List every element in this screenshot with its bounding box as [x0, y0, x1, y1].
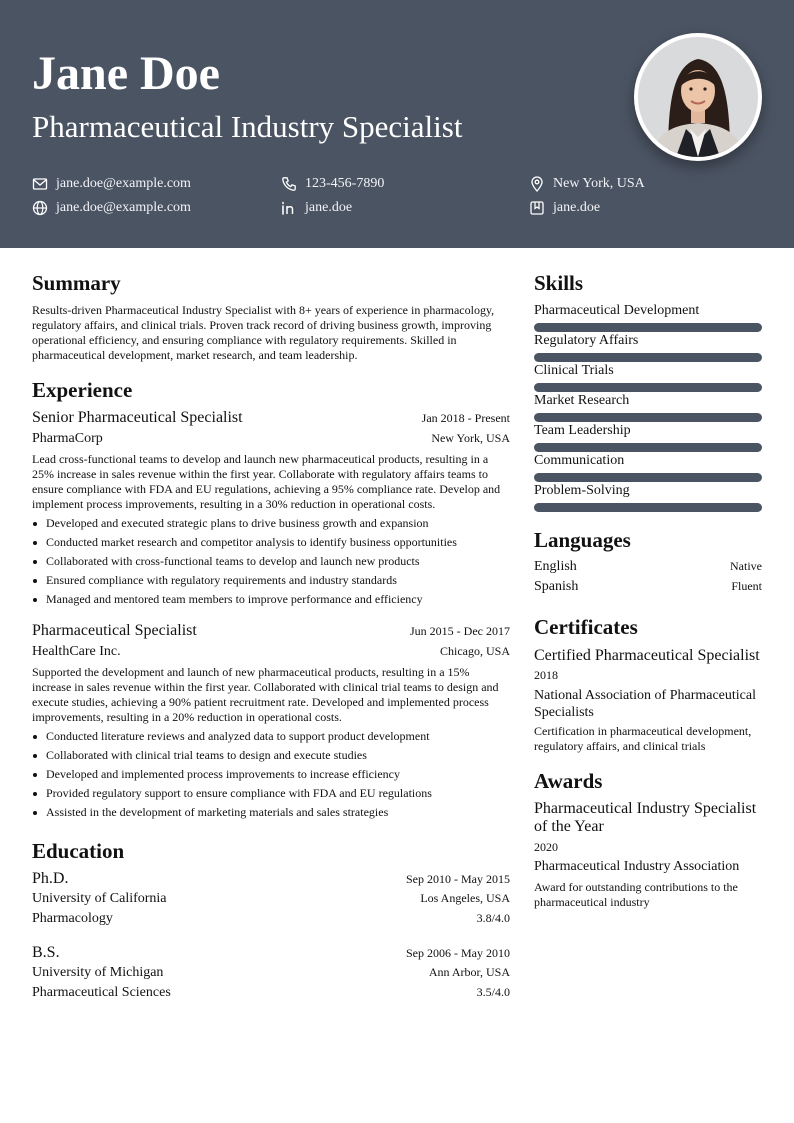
education-1-dates: Sep 2010 - May 2015	[406, 872, 510, 886]
education-2-school: University of Michigan	[32, 965, 164, 980]
education-1-school-row	[32, 891, 510, 907]
education-2-field-row	[32, 985, 510, 1001]
education-2-header	[32, 944, 510, 962]
summary-text: Results-driven Pharmaceutical Industry Specialist with 8+ years of experience in pharmacology, regulatory affairs, and clinical trials. Proven track record of driving business growth, improving operational efficiency, and ensuring compliance with regulatory requirements. Skilled in pharmaceutical development, market research, and team leadership.	[32, 303, 495, 362]
language-name: Spanish	[534, 579, 579, 594]
skill-level-bar	[534, 323, 762, 332]
candidate-name: Jane Doe	[32, 47, 220, 100]
certificates-heading: Certificates	[534, 615, 638, 639]
award-issuer: Pharmaceutical Industry Association	[534, 859, 740, 874]
skill-name: Pharmaceutical Development	[534, 303, 700, 318]
education-2-degree: B.S.	[32, 944, 60, 961]
job-2-header	[32, 622, 510, 640]
skill-name: Market Research	[534, 393, 630, 408]
contact-email-text: jane.doe@example.com	[56, 176, 191, 191]
job-1-dates: Jan 2018 - Present	[421, 411, 510, 425]
skill-level-bar	[534, 503, 762, 512]
list-item: Collaborated with cross-functional teams to develop and launch new products	[32, 554, 510, 573]
job-2-description: Supported the development and launch of new pharmaceutical products, resulting in a 15% increase in sales revenue within the first year. Collaborated with clinical trial teams to design and execute studies, achieving a 90% patient recruitment rate. Developed and implemented process improvements, resulting in a 20% reduction in operational costs.	[32, 665, 499, 724]
award-year: 2020	[534, 840, 558, 854]
list-item: Managed and mentored team members to improve performance and efficiency	[32, 592, 510, 611]
list-item: Conducted literature reviews and analyzed data to support product development	[32, 729, 510, 748]
education-2-dates: Sep 2006 - May 2010	[406, 946, 510, 960]
skill-name: Team Leadership	[534, 423, 631, 438]
contact-website-text: jane.doe@example.com	[56, 200, 191, 215]
job-1-subheader	[32, 431, 510, 447]
contact-linkedin-text: jane.doe	[305, 200, 353, 215]
list-item: Developed and implemented process improvements to increase efficiency	[32, 767, 510, 786]
summary-heading: Summary	[32, 271, 121, 295]
certificate-issuer: National Association of Pharmaceutical Specialists	[534, 688, 756, 720]
languages-heading: Languages	[534, 528, 631, 552]
contact-website[interactable]	[32, 198, 191, 218]
skill-level-bar	[534, 413, 762, 422]
experience-heading: Experience	[32, 378, 133, 402]
award-name: Pharmaceutical Industry Specialist of the Year	[534, 800, 757, 835]
job-2-highlights	[32, 729, 510, 824]
skill-level-bar	[534, 443, 762, 452]
skill-level-bar	[534, 473, 762, 482]
education-1-gpa: 3.8/4.0	[476, 911, 510, 925]
list-item: Ensured compliance with regulatory requirements and industry standards	[32, 573, 510, 592]
skill-name: Communication	[534, 453, 625, 468]
bookmark-icon	[529, 200, 545, 216]
job-1-description: Lead cross-functional teams to develop and launch new pharmaceutical products, resulting in a 25% increase in sales revenue within the first year. Collaborate with regulatory affairs teams to ensure compliance with FDA and EU regulations, achieving a 95% compliance rate. Develop and implement process improvements, resulting in a 30% reduction in operational costs.	[32, 452, 501, 511]
job-1-company: PharmaCorp	[32, 431, 103, 446]
contact-linkedin[interactable]	[281, 198, 352, 218]
list-item: Conducted market research and competitor analysis to identify business opportunities	[32, 535, 510, 554]
award-description: Award for outstanding contributions to the pharmaceutical industry	[534, 880, 738, 909]
list-item: Provided regulatory support to ensure compliance with FDA and EU regulations	[32, 786, 510, 805]
education-2-gpa: 3.5/4.0	[476, 985, 510, 999]
education-2-field: Pharmaceutical Sciences	[32, 985, 171, 1000]
profile-photo	[634, 33, 762, 161]
skills-heading: Skills	[534, 271, 584, 295]
education-1-location: Los Angeles, USA	[420, 891, 510, 905]
job-1-header	[32, 409, 510, 427]
education-1-header	[32, 870, 510, 888]
education-1-field-row	[32, 911, 510, 927]
certificate-name: Certified Pharmaceutical Specialist	[534, 647, 760, 664]
language-row	[534, 559, 762, 575]
certificate-description: Certification in pharmaceutical development, regulatory affairs, and clinical trials	[534, 724, 752, 753]
mail-icon	[32, 176, 48, 192]
job-2-position: Pharmaceutical Specialist	[32, 622, 197, 639]
language-name: English	[534, 559, 577, 574]
skill-level-bar	[534, 353, 762, 362]
contact-email[interactable]	[32, 174, 191, 194]
resume-header	[0, 0, 794, 248]
contact-phone[interactable]	[281, 174, 384, 194]
awards-heading: Awards	[534, 769, 603, 793]
phone-icon	[281, 176, 297, 192]
education-2-school-row	[32, 965, 510, 981]
contact-profile[interactable]	[529, 198, 600, 218]
globe-icon	[32, 200, 48, 216]
contact-profile-text: jane.doe	[553, 200, 601, 215]
language-row	[534, 579, 762, 595]
job-2-dates: Jun 2015 - Dec 2017	[410, 624, 510, 638]
job-2-location: Chicago, USA	[440, 644, 510, 658]
job-2-subheader	[32, 644, 510, 660]
location-pin-icon	[529, 176, 545, 192]
list-item: Developed and executed strategic plans to drive business growth and expansion	[32, 516, 510, 535]
job-1-location: New York, USA	[431, 431, 510, 445]
skill-name: Problem-Solving	[534, 483, 630, 498]
education-1-school: University of California	[32, 891, 167, 906]
skill-name: Clinical Trials	[534, 363, 614, 378]
education-heading: Education	[32, 839, 125, 863]
skill-name: Regulatory Affairs	[534, 333, 639, 348]
profile-photo-image	[638, 37, 758, 157]
education-2-location: Ann Arbor, USA	[428, 965, 510, 979]
contact-phone-text: 123-456-7890	[305, 176, 385, 191]
certificate-year: 2018	[534, 668, 558, 682]
language-level: Native	[730, 559, 762, 573]
education-1-field: Pharmacology	[32, 911, 113, 926]
job-1-highlights	[32, 516, 510, 611]
contact-location-text: New York, USA	[553, 176, 645, 191]
list-item: Assisted in the development of marketing materials and sales strategies	[32, 805, 510, 824]
job-2-company: HealthCare Inc.	[32, 644, 121, 659]
skill-level-bar	[534, 383, 762, 392]
education-1-degree: Ph.D.	[32, 870, 69, 887]
candidate-headline: Pharmaceutical Industry Specialist	[32, 109, 463, 144]
linkedin-icon	[281, 200, 297, 216]
list-item: Collaborated with clinical trial teams to design and execute studies	[32, 748, 510, 767]
language-level: Fluent	[731, 579, 762, 593]
job-1-position: Senior Pharmaceutical Specialist	[32, 409, 243, 426]
contact-location	[529, 174, 645, 194]
